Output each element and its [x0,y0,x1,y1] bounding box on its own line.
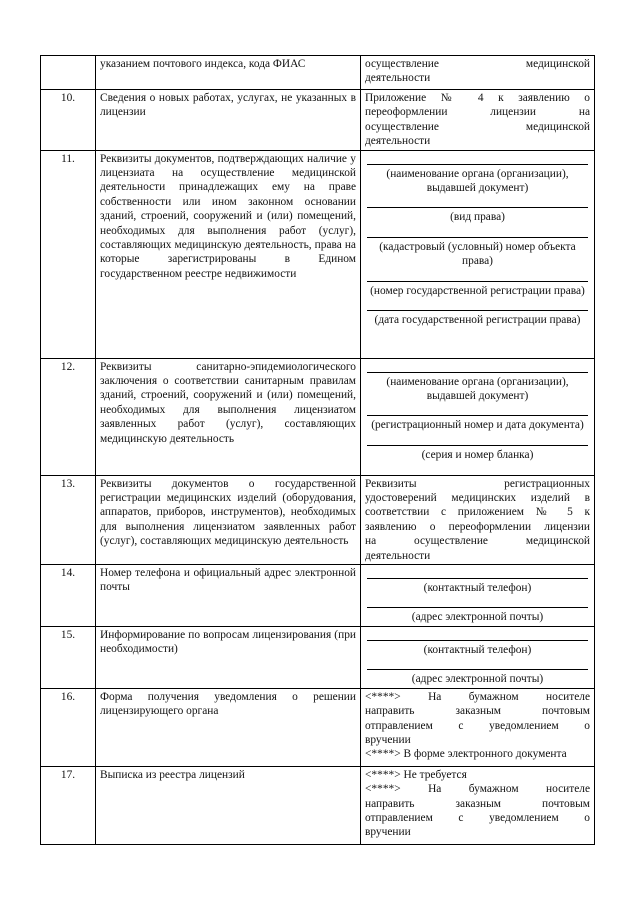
value-line: переоформлении лицензии на [365,106,590,119]
table-row [41,688,595,766]
row-number: 11. [41,150,96,358]
option-line: <****> В форме электронного документа [365,748,567,761]
row-value [361,90,595,151]
row-number: 15. [41,626,96,688]
blank-line [367,403,588,416]
blank-field [365,403,590,432]
row-value [361,766,595,844]
value-line: вручении [365,733,411,746]
field-caption: (вид права) [450,211,505,224]
value-line: соответствии с приложением № 5 к [365,506,590,519]
value-line: деятельности [365,135,431,148]
value-line: Приложение № 4 к заявлению о [365,92,590,104]
row-value [361,626,595,688]
value-line: отправлением с уведомлением о [365,811,590,824]
field-caption: (адрес электронной почты) [411,611,544,624]
row-number: 10. [41,90,96,151]
blank-field [365,433,590,462]
row-number: 14. [41,565,96,627]
field-caption: (дата государственной регистрации права) [374,314,581,327]
value-line: деятельности [365,549,431,562]
value-line: осуществление медицинской [365,120,590,133]
field-caption: (регистрационный номер и дата документа) [371,419,584,432]
table-row [41,150,595,358]
value-line: удостоверений медицинских изделий в [365,492,590,505]
blank-line [367,269,588,282]
row-description: Реквизиты документов о государственной регистрации медицинских изделий (оборудования, аппаратов, приборов, инструментов), необходимых для выполнения лицензиатом заявленных работ (услуг), составляющих медицинскую деятельность [96,475,361,564]
row-description: Информирование по вопросам лицензирования (при необходимости) [96,626,361,688]
blank-line [367,195,588,208]
blank-line [367,360,588,373]
row-number [41,56,96,90]
blank-field [365,225,590,269]
field-caption: (наименование органа (организации), выдавшей документ) [386,167,569,195]
row-value [361,150,595,358]
blank-field [365,152,590,196]
row-description: указанием почтового индекса, кода ФИАС [96,56,361,90]
blank-line [367,152,588,165]
blank-line [367,433,588,446]
value-line: Реквизиты регистрационных [365,477,590,490]
blank-line [367,628,588,641]
row-value [361,358,595,475]
row-number: 13. [41,475,96,564]
value-line: отправлением с уведомлением о [365,719,590,732]
blank-line [367,225,588,238]
field-caption: (наименование органа (организации), выдавшей документ) [386,375,569,403]
value-line: направить заказным почтовым [365,705,590,718]
row-value [361,56,595,90]
blank-line [367,595,588,608]
blank-field [365,298,590,327]
option-line: <****> Не требуется [365,768,467,781]
row-description: Выписка из реестра лицензий [96,766,361,844]
row-number: 16. [41,688,96,766]
value-line: деятельности [365,72,431,85]
blank-field [365,269,590,298]
row-value [361,475,595,564]
blank-field [365,628,590,657]
blank-field [365,566,590,595]
row-value [361,688,595,766]
blank-field [365,657,590,686]
value-line: на осуществление медицинской [365,535,590,548]
blank-line [367,657,588,670]
table-row [41,565,595,627]
row-description: Сведения о новых работах, услугах, не указанных в лицензии [96,90,361,151]
table-row [41,358,595,475]
license-form-table [40,55,595,845]
row-number: 12. [41,358,96,475]
blank-line [367,298,588,311]
value-line: направить заказным почтовым [365,797,590,810]
field-caption: (серия и номер бланка) [421,448,534,461]
blank-field [365,195,590,224]
row-description: Реквизиты санитарно-эпидемиологического заключения о соответствии санитарным правилам зданий, строений, сооружений и (или) помещений, необходимых для выполнения лицензиатом заявленных работ (услуг), составляющих медицинскую деятельность [96,358,361,475]
row-description: Номер телефона и официальный адрес электронной почты [96,565,361,627]
field-caption: (контактный телефон) [423,643,532,656]
row-description: Форма получения уведомления о решении лицензирующего органа [96,688,361,766]
row-value [361,565,595,627]
blank-line [367,566,588,579]
table-row [41,766,595,844]
row-description: Реквизиты документов, подтверждающих наличие у лицензиата на осуществление медицинской деятельности принадлежащих ему на праве собственности или ином законном основании зданий, строений, сооружений и (или) помещений, необходимых для выполнения работ (услуг), составляющих медицинскую деятельность, права на которые зарегистрированы в Едином государственном реестре недвижимости [96,150,361,358]
blank-field [365,360,590,404]
blank-field [365,595,590,624]
table-row [41,56,595,90]
value-line: заявлению о переоформлении лицензии [365,520,590,533]
field-caption: (контактный телефон) [423,582,532,595]
option-line: <****> На бумажном носителе [365,690,590,703]
field-caption: (адрес электронной почты) [411,673,544,686]
value-line: осуществление медицинской [365,58,590,70]
row-number: 17. [41,766,96,844]
value-line: вручении [365,826,411,839]
table-row [41,90,595,151]
field-caption: (кадастровый (условный) номер объекта права) [379,240,576,268]
table-row [41,626,595,688]
field-caption: (номер государственной регистрации права) [370,284,585,297]
table-row [41,475,595,564]
option-line: <****> На бумажном носителе [365,783,590,796]
